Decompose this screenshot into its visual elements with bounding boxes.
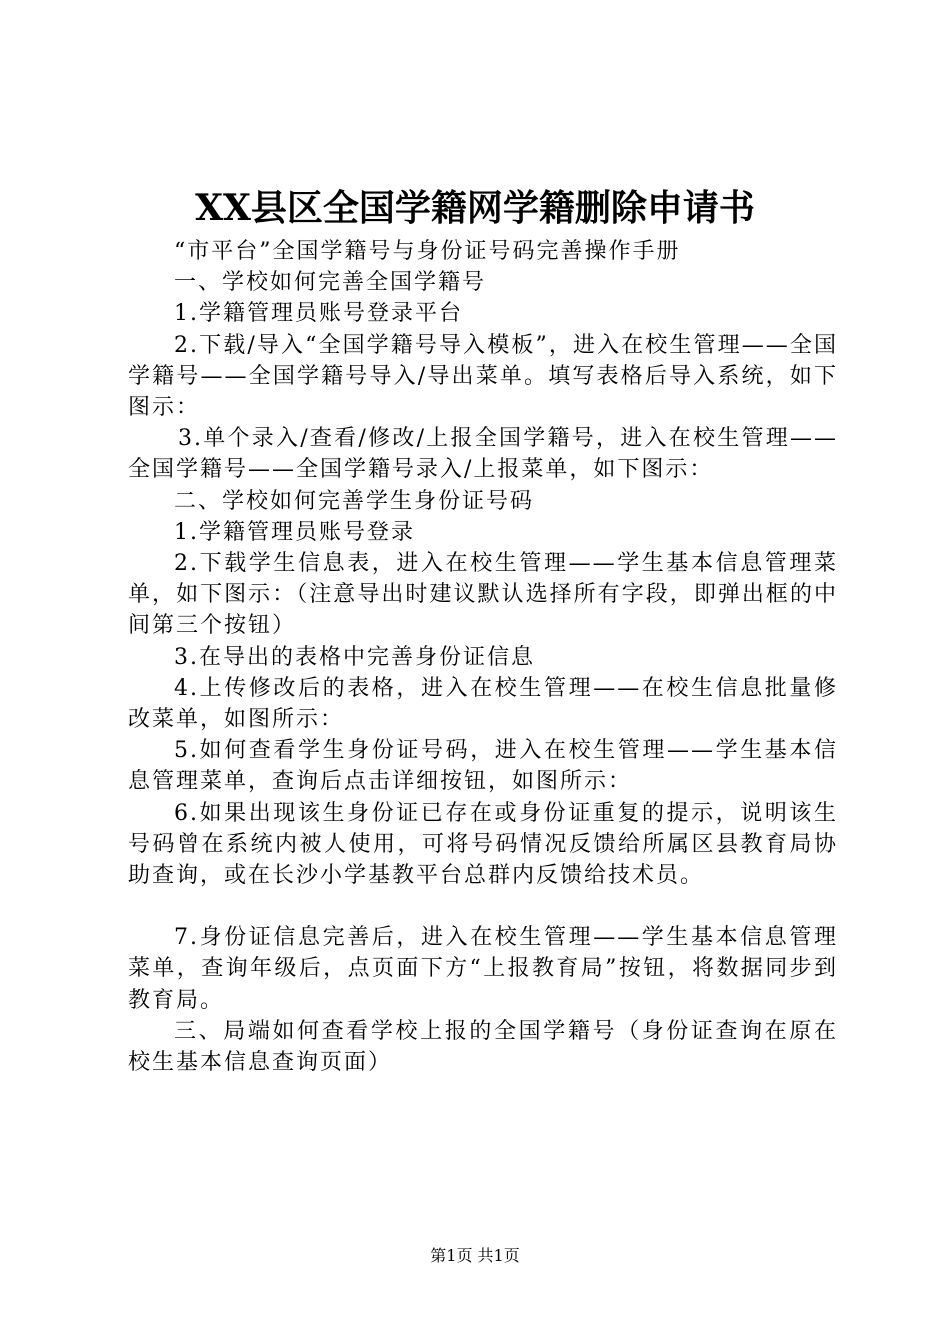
paragraph-section-2-step-4: 4.上传修改后的表格，进入在校生管理——在校生信息批量修改菜单，如图所示： [128,675,838,733]
document-title: XX县区全国学籍网学籍删除申请书 [195,187,755,229]
page-footer: 第1页 共1页 [430,1246,520,1265]
paragraph-section-2-step-7: 7.身份证信息完善后，进入在校生管理——学生基本信息管理菜单，查询年级后，点页面下方“上报教育局”按钮，将数据同步到教育局。 [128,925,838,1013]
paragraph-manual-heading: “市平台”全国学籍号与身份证号码完善操作手册 [174,239,681,264]
paragraph-section-2-step-1: 1.学籍管理员账号登录 [174,519,415,545]
paragraph-section-1-step-1: 1.学籍管理员账号登录平台 [174,301,463,327]
document-body [128,236,838,1078]
paragraph-section-1-step-3: 3.单个录入/查看/修改/上报全国学籍号，进入在校生管理——全国学籍号——全国学籍号录入/上报菜单，如下图示： [128,426,838,483]
paragraph-section-2-step-2: 2.下载学生信息表，进入在校生管理——学生基本信息管理菜单，如下图示：（注意导出时建议默认选择所有字段，即弹出框的中间第三个按钮） [128,551,838,639]
paragraph-section-3-heading: 三、局端如何查看学校上报的全国学籍号（身份证查询在原在校生基本信息查询页面） [128,1018,838,1076]
paragraph-section-2-step-6: 6.如果出现该生身份证已存在或身份证重复的提示，说明该生号码曾在系统内被人使用，可将号码情况反馈给所属区县教育局协助查询，或在长沙小学基教平台总群内反馈给技术员。 [128,800,838,889]
paragraph-section-2-step-3: 3.在导出的表格中完善身份证信息 [174,644,535,670]
paragraph-section-1-step-2: 2.下载/导入“全国学籍号导入模板”，进入在校生管理——全国学籍号——全国学籍号导入/导出菜单。填写表格后导入系统，如下图示： [128,332,838,421]
paragraph-section-1-heading: 一、学校如何完善全国学籍号 [174,270,487,296]
paragraph-section-2-heading: 二、学校如何完善学生身份证号码 [174,488,535,514]
paragraph-section-2-step-5: 5.如何查看学生身份证号码，进入在校生管理——学生基本信息管理菜单，查询后点击详细按钮，如图所示： [128,738,838,795]
